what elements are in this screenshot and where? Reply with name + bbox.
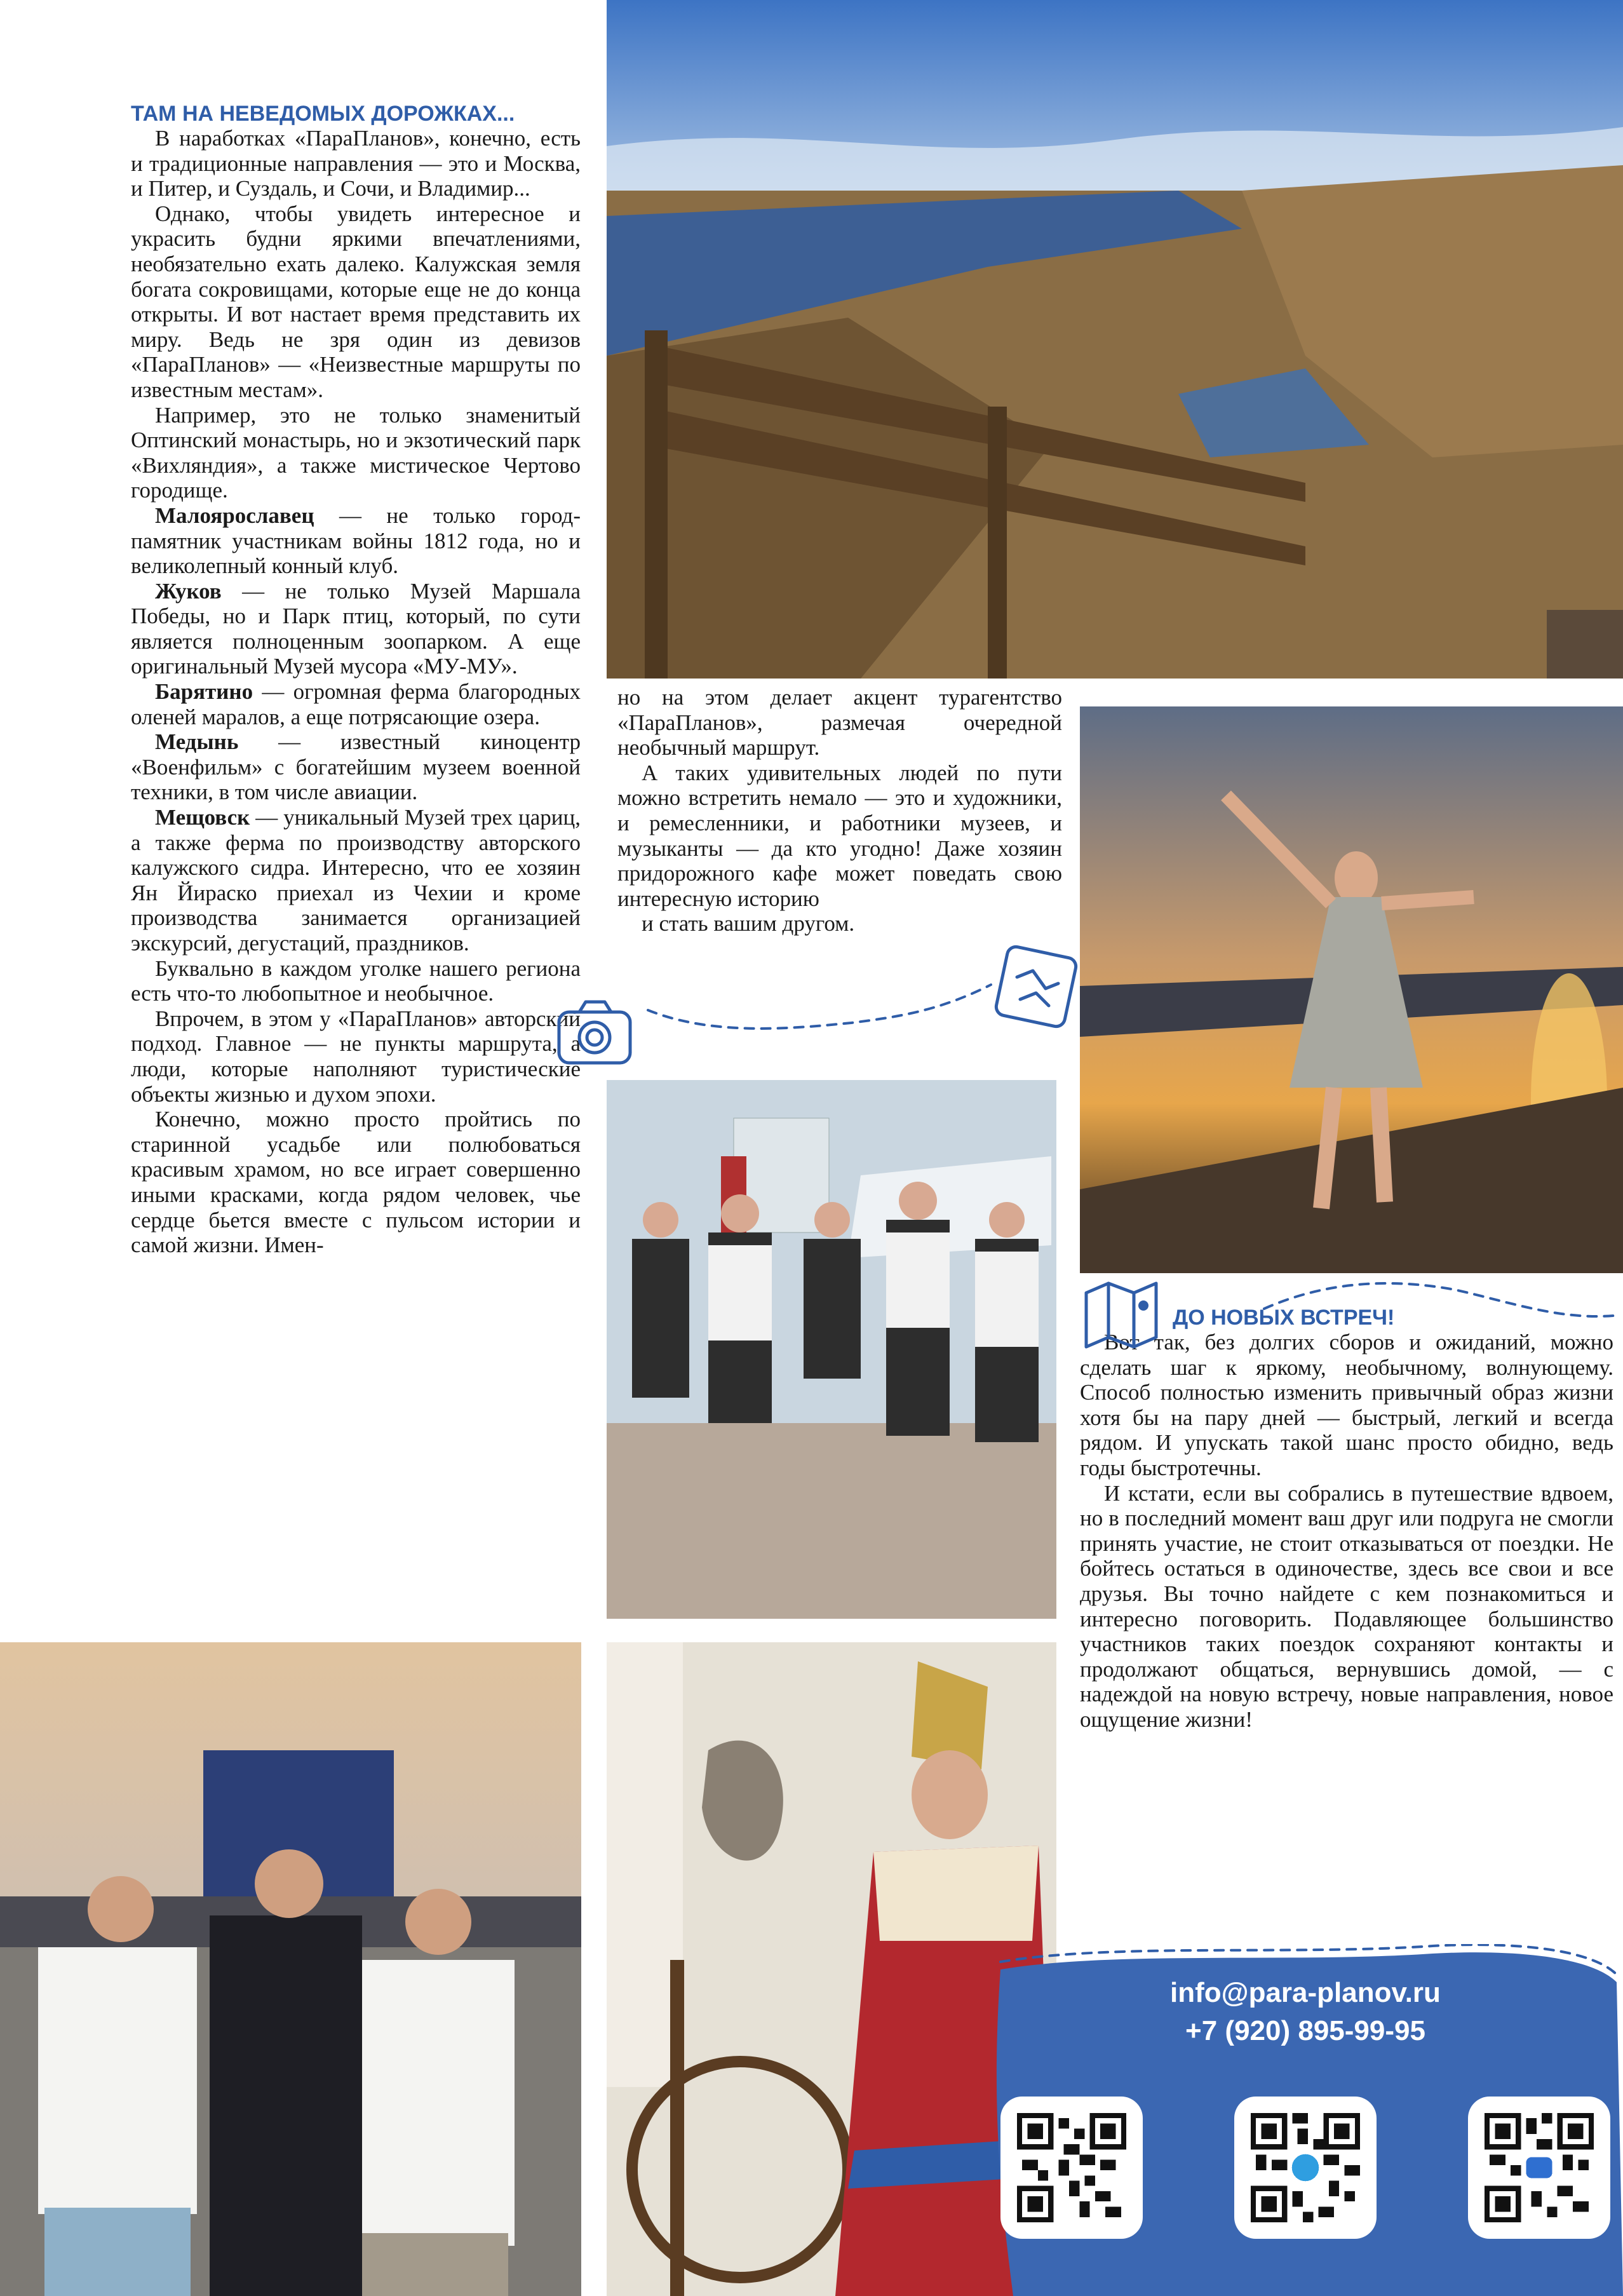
paragraph: А таких удивительных людей по пути можно встретить немало — это и художники, и ремесленники, и работники музеев, и музыканты — да кто угодно! Даже хозяин придорожного кафе может поведать свою интересную историю xyxy=(617,760,1062,911)
vk-qr-code[interactable] xyxy=(1468,2097,1610,2239)
left-column xyxy=(131,102,581,1258)
paragraph: Однако, чтобы увидеть интересное и украсить будни яркими впечатлениями, необязательно ехать далеко. Калужская земля богата сокровищами, которые еще не до конца открыты. И вот настает время представить их миру. Ведь не зря один из девизов «ПараПланов» — «Неизвестные маршруты по известным местам». xyxy=(131,201,581,402)
paragraph: И кстати, если вы собрались в путешествие вдвоем, но в последний момент ваш друг или подруга не смогли принять участие, не стоит отказываться от поездки. Не бойтесь остаться в одиночестве, здесь все свои и все друзья. Вы точно найдете с кем познакомиться и интересно поговорить. Подавляющее большинство участников таких поездок сохраняют контакты и продолжают общаться, вернувшись домой, — с надеждой на новую встречу, новые направления, новое ощущение жизни! xyxy=(1080,1480,1613,1732)
place-name: Малоярославец xyxy=(155,503,314,528)
dashed-route-decoration xyxy=(1245,1271,1623,1353)
paragraph: Буквально в каждом уголке нашего региона есть что-то любопытное и необычное. xyxy=(131,956,581,1006)
section-heading: ТАМ НА НЕВЕДОМЫХ ДОРОЖКАХ... xyxy=(131,102,515,126)
contact-email[interactable]: info@para-planov.ru xyxy=(1170,1977,1441,2008)
contact-phone[interactable]: +7 (920) 895-99-95 xyxy=(1185,2015,1425,2046)
sunset-girl-photo xyxy=(1080,706,1623,1273)
paragraph: и стать вашим другом. xyxy=(642,911,855,936)
river-town-photo xyxy=(607,0,1623,679)
paragraph: Мещовск — уникальный Музей трех цариц, а также ферма по производству авторского калужского сидра. Интересно, что ее хозяин Ян Йираско приехал из Чехии и кроме производства занимается организацией экскурсий, дегустаций, праздников. xyxy=(131,805,581,956)
festival-trio-photo xyxy=(0,1642,581,2296)
paragraph: Впрочем, в этом у «ПараПланов» авторский подход. Главное — не пункты маршрута, а люди, которые наполняют туристические объекты жизнью и духом эпохи. xyxy=(131,1006,581,1107)
place-name: Барятино xyxy=(155,679,253,705)
paragraph: Конечно, можно просто пройтись по старинной усадьбе или полюбоваться красивым храмом, но все играет совершенно иными красками, когда рядом человек, чье сердце бьется вместе с пульсом истории и самой жизни. Имен- xyxy=(131,1107,581,1258)
right-column xyxy=(1080,1306,1613,1732)
map-icon xyxy=(988,939,1084,1034)
middle-column xyxy=(617,685,1062,936)
paragraph: Например, это не только знаменитый Оптинский монастырь, но и экзотический парк «Вихляндия», а также мистическое Чертово городище. xyxy=(131,402,581,503)
place-name: Мещовск xyxy=(155,805,250,830)
group-event-photo xyxy=(607,1080,1056,1619)
paragraph: В наработках «ПараПланов», конечно, есть и традиционные направления — это и Москва, и Питер, и Суздаль, и Сочи, и Владимир... xyxy=(131,126,581,201)
section-heading: ДО НОВЫХ ВСТРЕЧ! xyxy=(1173,1306,1395,1330)
contact-block xyxy=(988,1944,1623,2296)
qr-code[interactable] xyxy=(1000,2097,1143,2239)
place-name: Медынь xyxy=(155,729,239,755)
place-name: Жуков xyxy=(155,578,222,604)
telegram-qr-code[interactable] xyxy=(1234,2097,1377,2239)
paragraph: Медынь — известный киноцентр «Военфильм» с богатейшим музеем военной техники, в том числе авиации. xyxy=(131,729,581,805)
camera-icon xyxy=(553,994,642,1070)
paragraph: Барятино — огромная ферма благородных оленей маралов, а еще потрясающие озера. xyxy=(131,679,581,729)
paragraph: Вот так, без долгих сборов и ожиданий, можно сделать шаг к яркому, необычному, волнующему. Способ полностью изменить привычный образ жизни хотя бы на пару дней — быстрый, легкий и всегда рядом. И упускать такой шанс просто обидно, ведь годы быстротечны. xyxy=(1080,1330,1613,1480)
paragraph: но на этом делает акцент турагентство «ПараПланов», размечая очередной необычный маршрут. xyxy=(617,685,1062,760)
folded-map-icon xyxy=(1080,1277,1162,1353)
paragraph: Малоярославец — не только город-памятник участникам войны 1812 года, но и великолепный конный клуб. xyxy=(131,503,581,579)
paragraph: Жуков — не только Музей Маршала Победы, но и Парк птиц, который, по сути является полноценным зоопарком. А еще оригинальный Музей мусора «МУ-МУ». xyxy=(131,578,581,679)
